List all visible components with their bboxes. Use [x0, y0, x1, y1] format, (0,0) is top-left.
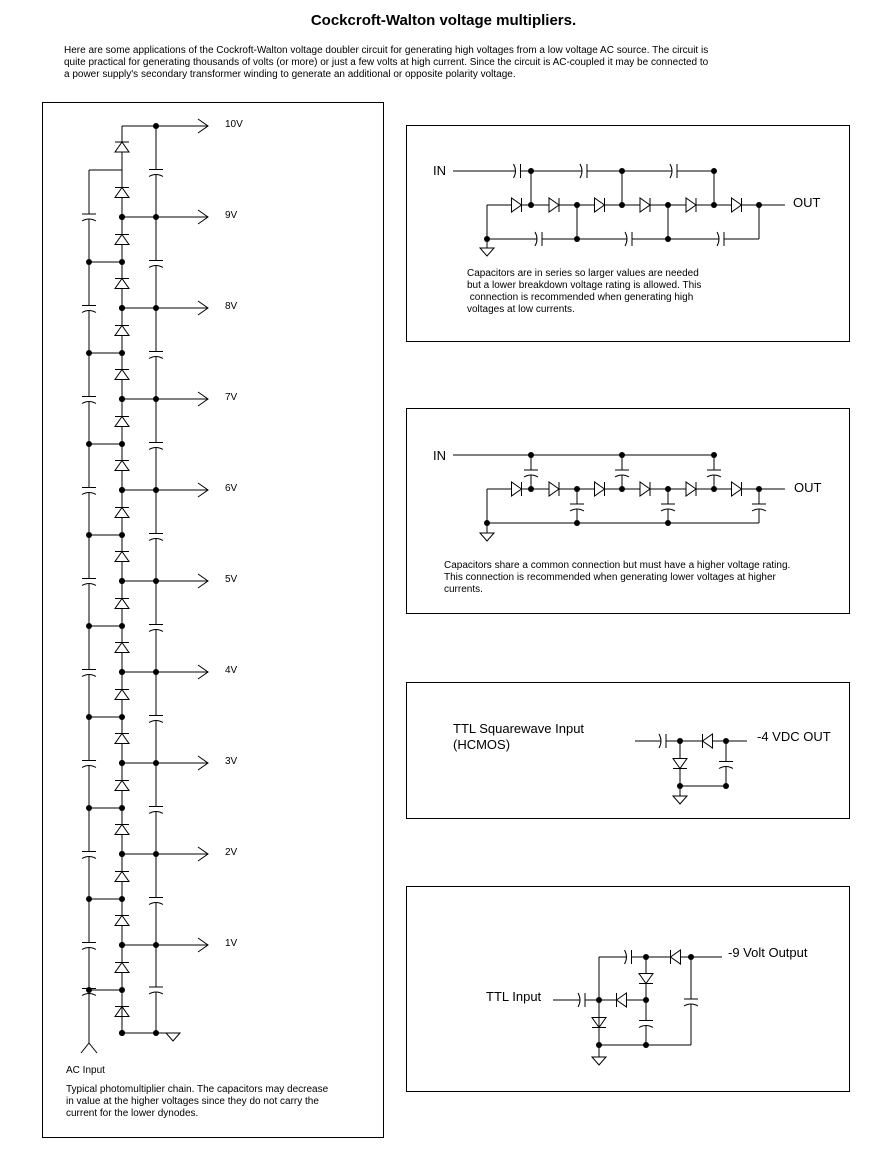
- chain-schematic: [43, 103, 385, 1139]
- diode-symbol: [115, 854, 129, 899]
- parallel-out-label: OUT: [794, 480, 822, 495]
- diode-symbol: [502, 482, 531, 496]
- capacitor-symbol: [82, 808, 96, 899]
- diode-triangle: [115, 963, 129, 973]
- diode-triangle: [703, 734, 713, 748]
- diode-triangle: [115, 508, 129, 518]
- capacitor-symbol: [82, 626, 96, 717]
- series-in-label: IN: [433, 163, 446, 178]
- output-label-2v: 2V: [225, 847, 238, 858]
- ground-symbol: [480, 248, 494, 256]
- diode-symbol: [115, 352, 129, 397]
- diode-symbol: [115, 308, 129, 353]
- diode-symbol: [714, 482, 759, 496]
- capacitor-symbol: [82, 899, 96, 990]
- diode-symbol: [622, 482, 668, 496]
- diode-triangle: [115, 916, 129, 926]
- diode-triangle: [512, 482, 522, 496]
- diode-symbol: [115, 807, 129, 852]
- ttl-panel: [406, 682, 850, 819]
- diode-symbol: [531, 198, 577, 212]
- ttl-output-label: -4 VDC OUT: [757, 729, 831, 744]
- diode-triangle: [115, 734, 129, 744]
- diode-symbol: [115, 945, 129, 990]
- ground-symbol: [166, 1033, 180, 1041]
- diode-triangle: [115, 326, 129, 336]
- diode-symbol: [668, 198, 714, 212]
- output-arrow: [156, 483, 208, 497]
- parallel-panel: [406, 408, 850, 614]
- capacitor-symbol: [639, 1000, 653, 1045]
- output-label-8v: 8V: [225, 301, 238, 312]
- diode-triangle: [115, 417, 129, 427]
- diode-symbol: [668, 482, 714, 496]
- diode-triangle: [115, 279, 129, 289]
- capacitor-symbol: [149, 126, 163, 217]
- capacitor-symbol: [615, 455, 629, 489]
- diode-triangle: [512, 198, 522, 212]
- input-lead: [81, 1043, 89, 1053]
- capacitor-symbol: [82, 170, 96, 262]
- diode-symbol: [692, 734, 723, 748]
- ground-symbol: [592, 1057, 606, 1065]
- output-label-1v: 1V: [225, 938, 238, 949]
- diode-symbol: [622, 198, 668, 212]
- junction-dot: [665, 236, 671, 242]
- nine-volt-input-label: TTL Input: [486, 989, 542, 1004]
- page-title: Cockcroft-Walton voltage multipliers.: [310, 12, 577, 29]
- diode-symbol: [599, 993, 644, 1007]
- output-label-9v: 9V: [225, 210, 238, 221]
- capacitor-symbol: [149, 854, 163, 945]
- capacitor-symbol: [719, 741, 733, 786]
- chain-panel: [42, 102, 384, 1138]
- diode-triangle: [115, 461, 129, 471]
- intro-line-3: a power supply's secondary transformer winding to generate an additional or opposite polarity voltage.: [64, 69, 516, 80]
- output-arrow: [156, 938, 208, 952]
- capacitor-symbol: [82, 353, 96, 444]
- diode-symbol: [673, 741, 687, 786]
- capacitor-symbol: [667, 164, 683, 178]
- diode-symbol: [502, 198, 531, 212]
- capacitor-symbol: [661, 489, 675, 523]
- capacitor-symbol: [149, 399, 163, 490]
- diode-triangle: [595, 482, 605, 496]
- diode-symbol: [115, 399, 129, 444]
- output-arrow: [156, 119, 208, 133]
- output-label-7v: 7V: [225, 392, 238, 403]
- capacitor-symbol: [657, 734, 671, 748]
- diode-symbol: [115, 581, 129, 626]
- capacitor-symbol: [575, 993, 591, 1007]
- diode-triangle: [732, 482, 742, 496]
- diode-triangle: [686, 198, 696, 212]
- parallel-caption: Capacitors share a common connection but must have a higher voltage rating. This connection is recommended when generating lower voltages at higher currents.: [444, 560, 791, 595]
- output-arrow: [156, 392, 208, 406]
- capacitor-symbol: [714, 232, 730, 246]
- series-caption: Capacitors are in series so larger values are needed but a lower breakdown voltage rating is allowed. This connection is recommended when generating high voltages at low currents.: [467, 268, 702, 315]
- capacitor-symbol: [524, 455, 538, 489]
- diode-triangle: [115, 552, 129, 562]
- diode-triangle: [549, 482, 559, 496]
- diode-triangle: [115, 825, 129, 835]
- output-arrow: [156, 301, 208, 315]
- diode-symbol: [115, 443, 129, 488]
- nine-volt-panel: [406, 886, 850, 1092]
- ground-triangle: [673, 796, 687, 804]
- output-arrow: [156, 574, 208, 588]
- series-out-label: OUT: [793, 195, 821, 210]
- capacitor-symbol: [752, 489, 766, 523]
- capacitor-symbol: [149, 763, 163, 854]
- junction-dot: [574, 236, 580, 242]
- diode-triangle: [115, 643, 129, 653]
- junction-dot: [574, 520, 580, 526]
- ground-triangle: [166, 1033, 180, 1041]
- intro-paragraph: [64, 45, 824, 81]
- capacitor-symbol: [149, 945, 163, 1033]
- ground-symbol: [480, 533, 494, 541]
- capacitor-symbol: [684, 957, 698, 1045]
- diode-triangle: [639, 974, 653, 984]
- diode-triangle: [671, 950, 681, 964]
- diode-symbol: [115, 534, 129, 579]
- output-label-3v: 3V: [225, 756, 238, 767]
- diode-triangle: [732, 198, 742, 212]
- diode-triangle: [640, 482, 650, 496]
- chain-caption: Typical photomultiplier chain. The capacitors may decrease in value at the higher voltages since they do not carry the current for the lower dynodes.: [66, 1084, 329, 1119]
- nine-volt-schematic: [407, 887, 851, 1093]
- capacitor-symbol: [149, 672, 163, 763]
- diode-symbol: [115, 763, 129, 808]
- diode-triangle: [115, 142, 129, 152]
- output-label-5v: 5V: [225, 574, 238, 585]
- diode-symbol: [115, 170, 129, 215]
- output-arrow: [156, 210, 208, 224]
- diode-symbol: [714, 198, 759, 212]
- ground-symbol: [673, 796, 687, 804]
- capacitor-symbol: [622, 232, 638, 246]
- capacitor-symbol: [570, 489, 584, 523]
- diode-symbol: [639, 957, 653, 1000]
- diode-symbol: [115, 625, 129, 670]
- output-label-6v: 6V: [225, 483, 238, 494]
- diode-triangle: [549, 198, 559, 212]
- capacitor-symbol: [532, 232, 548, 246]
- diode-symbol: [115, 490, 129, 535]
- diode-symbol: [577, 482, 622, 496]
- diode-triangle: [115, 781, 129, 791]
- capacitor-symbol: [82, 535, 96, 626]
- diode-triangle: [115, 690, 129, 700]
- diode-symbol: [577, 198, 622, 212]
- diode-triangle: [686, 482, 696, 496]
- capacitor-symbol: [82, 717, 96, 808]
- diode-symbol: [115, 261, 129, 306]
- ac-input-label: AC Input: [66, 1065, 105, 1076]
- junction-dot: [665, 520, 671, 526]
- diode-triangle: [595, 198, 605, 212]
- output-label-10v: 10V: [225, 119, 243, 130]
- capacitor-symbol: [82, 262, 96, 353]
- diode-symbol: [115, 217, 129, 262]
- capacitor-symbol: [149, 217, 163, 308]
- nine-volt-output-label: -9 Volt Output: [728, 945, 808, 960]
- capacitor-symbol: [622, 950, 637, 964]
- intro-line-2: quite practical for generating thousands of volts (or more) or just a few volts at high current. Since the circuit is AC-coupled it may be connected to: [64, 57, 709, 68]
- output-arrow: [156, 665, 208, 679]
- intro-line-1: Here are some applications of the Cockroft-Walton voltage doubler circuit for generating high voltages from a low voltage AC source. The circuit is: [64, 45, 709, 56]
- diode-triangle: [640, 198, 650, 212]
- series-panel: [406, 125, 850, 342]
- ground-triangle: [592, 1057, 606, 1065]
- diode-triangle: [115, 235, 129, 245]
- capacitor-symbol: [149, 490, 163, 581]
- diode-symbol: [115, 133, 129, 161]
- diode-triangle: [673, 759, 687, 769]
- diode-triangle: [115, 599, 129, 609]
- output-label-4v: 4V: [225, 665, 238, 676]
- input-lead: [89, 1043, 97, 1053]
- output-arrow: [156, 756, 208, 770]
- capacitor-symbol: [149, 581, 163, 672]
- ttl-input-label: TTL Squarewave Input (HCMOS): [453, 721, 585, 752]
- capacitor-symbol: [82, 444, 96, 535]
- diode-symbol: [115, 716, 129, 761]
- output-arrow: [156, 847, 208, 861]
- parallel-in-label: IN: [433, 448, 446, 463]
- capacitor-symbol: [707, 455, 721, 489]
- ground-triangle: [480, 533, 494, 541]
- diode-symbol: [115, 898, 129, 943]
- diode-symbol: [115, 672, 129, 717]
- diode-symbol: [660, 950, 691, 964]
- capacitor-symbol: [577, 164, 593, 178]
- diode-triangle: [115, 872, 129, 882]
- capacitor-symbol: [149, 308, 163, 399]
- diode-triangle: [115, 188, 129, 198]
- diode-triangle: [115, 370, 129, 380]
- capacitor-symbol: [512, 164, 525, 178]
- ground-triangle: [480, 248, 494, 256]
- diode-triangle: [617, 993, 627, 1007]
- diode-symbol: [531, 482, 577, 496]
